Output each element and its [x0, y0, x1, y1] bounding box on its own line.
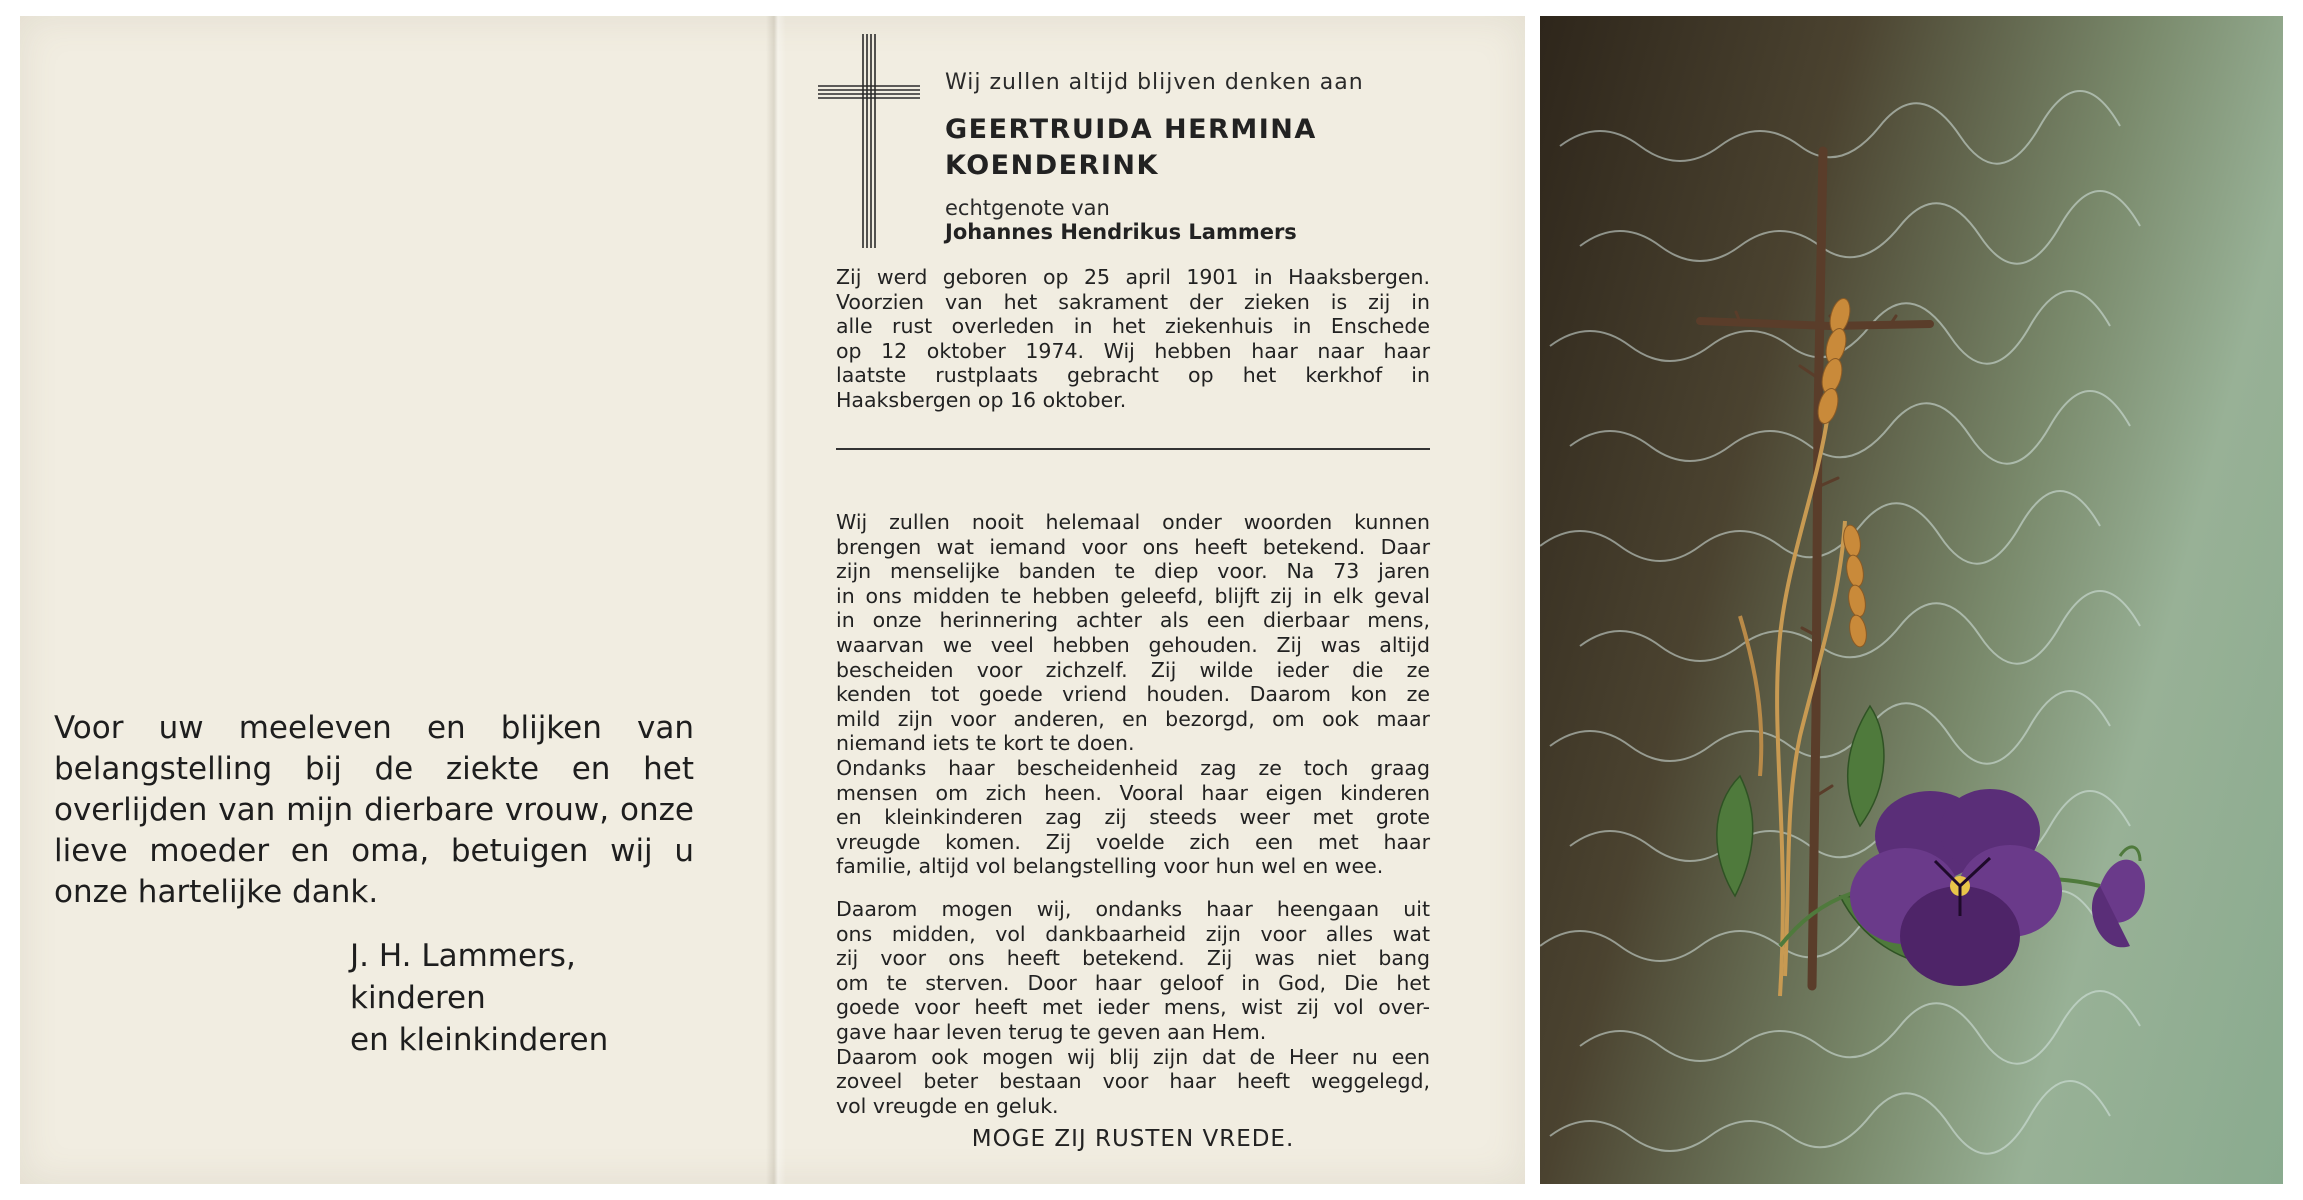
- signature-line: kinderen: [350, 980, 486, 1016]
- text-line: Zij werd geboren op 25 april 1901 in Haaksbergen.: [836, 265, 1430, 289]
- name-line: GEERTRUIDA HERMINA: [945, 114, 1317, 145]
- text-line: ons midden, vol dankbaarheid zijn voor alles wat: [836, 921, 1430, 946]
- spouse-label: echtgenote van: [945, 196, 1110, 220]
- text-line: in onze herinnering achter als een dierbaar mens,: [836, 608, 1430, 633]
- text-line: waarvan we veel hebben gehouden. Zij was altijd: [836, 632, 1430, 657]
- text-line: en kleinkinderen zag zij steeds weer met grote: [836, 805, 1430, 830]
- text-line: bescheiden voor zichzelf. Zij wilde ieder die ze: [836, 657, 1430, 682]
- divider: [836, 448, 1430, 450]
- faith-text: [836, 897, 1430, 1118]
- text-line: Daarom mogen wij, ondanks haar heengaan uit: [836, 897, 1430, 921]
- text-line: zijn menselijke banden te diep voor. Na 73 jaren: [836, 559, 1430, 584]
- biography: [836, 265, 1430, 413]
- text-line: kenden tot goede vriend houden. Daarom kon ze: [836, 682, 1430, 707]
- text-line: vol vreugde en geluk.: [836, 1093, 1059, 1118]
- text-line: familie, altijd vol belangstelling voor hun wel en wee.: [836, 854, 1384, 879]
- text-line: vreugde komen. Zij voelde zich een met haar: [836, 829, 1430, 854]
- pansy-bud-icon: [2092, 847, 2145, 947]
- text-line: Wij zullen nooit helemaal onder woorden kunnen: [836, 510, 1430, 534]
- intro-line: Wij zullen altijd blijven denken aan: [945, 70, 1364, 95]
- spouse-name: Johannes Hendrikus Lammers: [945, 220, 1297, 244]
- pansy-icon: [1850, 789, 2062, 986]
- deceased-name: [945, 112, 1317, 184]
- text-line: gave haar leven terug te geven aan Hem.: [836, 1019, 1267, 1044]
- text-line: zoveel beter bestaan voor haar heeft weggelegd,: [836, 1069, 1430, 1094]
- text-line: mild zijn voor anderen, en bezorgd, om ook maar: [836, 706, 1430, 731]
- text-line: brengen wat iemand voor ons heeft betekend. Daar: [836, 534, 1430, 559]
- text-line: Haaksbergen op 16 oktober.: [836, 387, 1127, 412]
- text-line: op 12 oktober 1974. Wij hebben haar naar haar: [836, 338, 1430, 363]
- thanks-text: Voor uw meeleven en blijken van belangstelling bij de ziekte en het overlijden van mijn dierbare vrouw, onze lieve moeder en oma, betuigen wij u onze hartelijke dank.: [54, 710, 694, 910]
- signature-line: en kleinkinderen: [350, 1022, 609, 1058]
- cross-icon: [818, 34, 920, 254]
- text-line: Daarom ook mogen wij blij zijn dat de Heer nu een: [836, 1044, 1430, 1069]
- signature-line: J. H. Lammers,: [350, 938, 576, 974]
- text-line: alle rust overleden in het ziekenhuis in Enschede: [836, 314, 1430, 339]
- wheat-icon: [1740, 296, 1869, 996]
- memorial-illustration: [1540, 16, 2283, 1184]
- text-line: laatste rustplaats gebracht op het kerkhof in: [836, 363, 1430, 388]
- text-line: niemand iets te kort te doen.: [836, 731, 1135, 756]
- text-line: Voorzien van het sakrament der zieken is zij in: [836, 289, 1430, 314]
- text-line: goede voor heeft met ieder mens, wist zij vol over-: [836, 995, 1430, 1020]
- memory-text: [836, 510, 1430, 879]
- text-line: om te sterven. Door haar geloof in God, Die het: [836, 970, 1430, 995]
- illustration-art: [1540, 16, 2283, 1184]
- card-fold: [766, 16, 786, 1184]
- closing-line: MOGE ZIJ RUSTEN VREDE.: [971, 1126, 1295, 1152]
- text-line: in ons midden te hebben geleefd, blijft zij in elk geval: [836, 583, 1430, 608]
- name-line: KOENDERINK: [945, 150, 1159, 181]
- text-line: zij voor ons heeft betekend. Zij was niet bang: [836, 946, 1430, 971]
- text-line: Ondanks haar bescheidenheid zag ze toch graag: [836, 755, 1430, 780]
- text-line: mensen om zich heen. Vooral haar eigen kinderen: [836, 780, 1430, 805]
- signature: [350, 935, 608, 1061]
